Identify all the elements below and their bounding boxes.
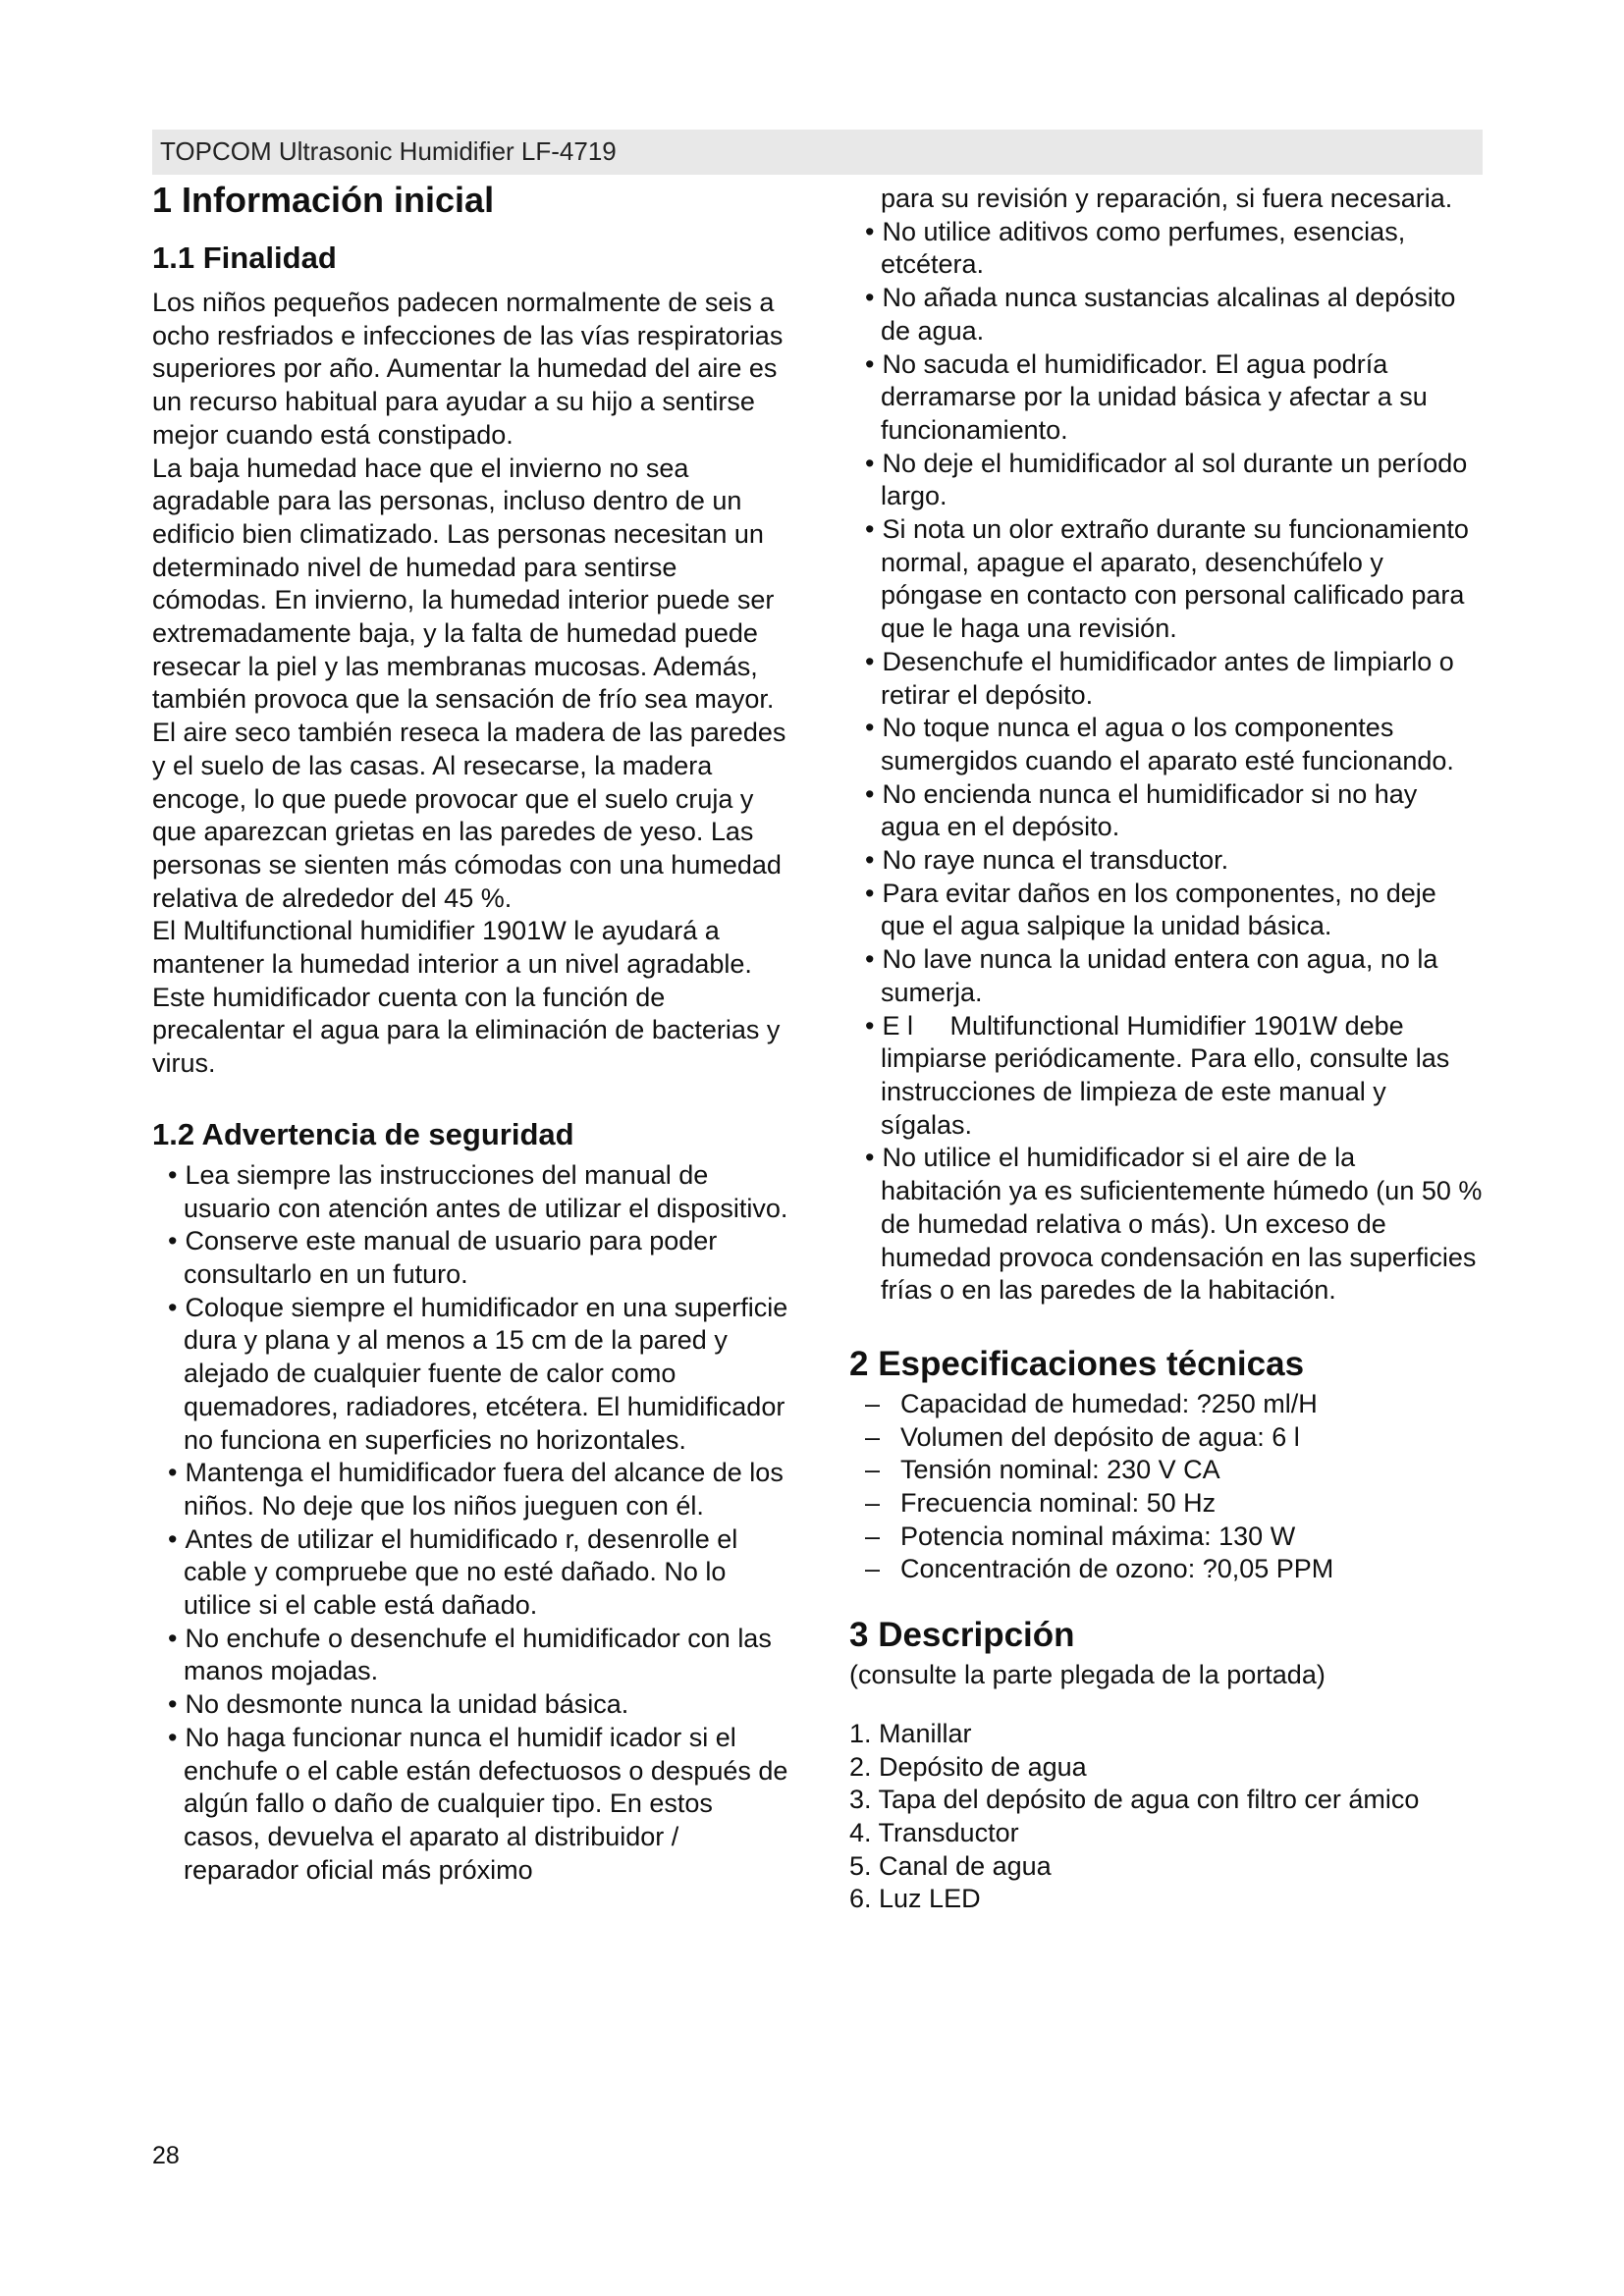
section1-title: 1 Información inicial: [152, 180, 495, 220]
spec-item: – Concentración de ozono: ?0,05 PPM: [849, 1553, 1483, 1586]
safety-list-left: [152, 1159, 790, 1887]
paragraph-2: La baja humedad hace que el invierno no sea agradable para las personas, incluso dentro de un edificio bien climatizado. Las personas necesitan un determinado nivel de humedad para sentirse cómodas. En invierno, la humedad interior puede ser extremadamente baja, y la falta de humedad puede resecar la piel y las membranas mucosas. Además, también provoca que la sensación de frío sea mayor. El aire seco también reseca la madera de las paredes y el suelo de las casas. Al resecarse, la madera encoge, lo que puede provocar que el suelo cruja y que aparezcan grietas en las paredes de yeso. Las personas se sienten más cómodas con una humedad relativa de alrededor del 45 %.: [152, 453, 786, 913]
list-item: • Si nota un olor extraño durante su funcionamiento normal, apague el aparato, desenchúfelo y póngase en contacto con personal calificado para que le haga una revisión.: [849, 513, 1483, 646]
paragraph-4: Este humidificador cuenta con la función de precalentar el agua para la eliminación de bacterias y virus.: [152, 982, 781, 1079]
list-item: • Conserve este manual de usuario para poder consultarlo en un futuro.: [152, 1225, 790, 1291]
description-item: 1. Manillar: [849, 1718, 972, 1748]
list-item: • No raye nunca el transductor.: [849, 844, 1483, 878]
description-item: 3. Tapa del depósito de agua con filtro cer ámico: [849, 1785, 1420, 1815]
spec-item: – Tensión nominal: 230 V CA: [849, 1454, 1483, 1487]
list-item: • No lave nunca la unidad entera con agua, no la sumerja.: [849, 943, 1483, 1009]
subsection-1-2-title: 1.2 Advertencia de seguridad: [152, 1116, 574, 1151]
section3-note: (consulte la parte plegada de la portada): [849, 1660, 1326, 1690]
spec-item: – Capacidad de humedad: ?250 ml/H: [849, 1388, 1483, 1421]
page-number: 28: [152, 2142, 180, 2169]
list-item: • No deje el humidificador al sol durante un período largo.: [849, 448, 1483, 513]
list-item: • Coloque siempre el humidificador en una superficie dura y plana y al menos a 15 cm de la pared y alejado de cualquier fuente de calor como quemadores, radiadores, etcétera. El humidificador no funciona en superficies no horizontales.: [152, 1292, 790, 1458]
spec-item: – Frecuencia nominal: 50 Hz: [849, 1487, 1483, 1521]
list-item: • No utilice el humidificador si el aire de la habitación ya es suficientemente húmedo (un 50 % de humedad relativa o más). Un exceso de humedad provoca condensación en las superficies frías o en las paredes de la habitación.: [849, 1142, 1483, 1308]
section2-title: 2 Especificaciones técnicas: [849, 1344, 1305, 1383]
section3-title: 3 Descripción: [849, 1616, 1075, 1655]
description-list: [849, 1718, 1483, 1916]
description-item: 5. Canal de agua: [849, 1850, 1052, 1881]
right-column: [849, 183, 1483, 1916]
list-item: • No desmonte nunca la unidad básica.: [152, 1688, 790, 1722]
specs-list: [849, 1388, 1483, 1586]
spec-item: – Potencia nominal máxima: 130 W: [849, 1521, 1483, 1554]
left-column: [152, 177, 790, 1887]
description-item: 6. Luz LED: [849, 1884, 981, 1914]
description-item: 2. Depósito de agua: [849, 1751, 1087, 1782]
header-title: TOPCOM Ultrasonic Humidifier LF-4719: [160, 136, 617, 166]
paragraph-3: El Multifunctional humidifier 1901W le ayudará a mantener la humedad interior a un nivel agradable.: [152, 916, 752, 980]
list-item: • No haga funcionar nunca el humidif icador si el enchufe o el cable están defectuosos o después de algún fallo o daño de cualquier tipo. En estos casos, devuelva el aparato al distribuidor / reparador oficial más próximo: [152, 1722, 790, 1888]
list-item: • Desenchufe el humidificador antes de limpiarlo o retirar el depósito.: [849, 646, 1483, 712]
safety-list-right: [849, 216, 1483, 1308]
paragraph-1: Los niños pequeños padecen normalmente de seis a ocho resfriados e infecciones de las vías respiratorias superiores por año. Aumentar la humedad del aire es un recurso habitual para ayudar a su hijo a sentirse mejor cuando está constipado.: [152, 288, 784, 450]
header-bar: [152, 130, 1483, 175]
list-item: • Mantenga el humidificador fuera del alcance de los niños. No deje que los niños jueguen con él.: [152, 1457, 790, 1522]
list-item: • No utilice aditivos como perfumes, esencias, etcétera.: [849, 216, 1483, 282]
list-item: • Para evitar daños en los componentes, no deje que el agua salpique la unidad básica.: [849, 878, 1483, 943]
safety-continuation: para su revisión y reparación, si fuera necesaria.: [881, 184, 1453, 213]
list-item: • No añada nunca sustancias alcalinas al depósito de agua.: [849, 282, 1483, 347]
list-item: • No encienda nunca el humidificador si no hay agua en el depósito.: [849, 778, 1483, 844]
list-item: • No enchufe o desenchufe el humidificador con las manos mojadas.: [152, 1623, 790, 1688]
list-item: • Lea siempre las instrucciones del manual de usuario con atención antes de utilizar el dispositivo.: [152, 1159, 790, 1225]
subsection-1-1-title: 1.1 Finalidad: [152, 240, 337, 275]
list-item: • E l Multifunctional Humidifier 1901W debe limpiarse periódicamente. Para ello, consulte las instrucciones de limpieza de este manual y sígalas.: [849, 1010, 1483, 1143]
list-item: • Antes de utilizar el humidificado r, desenrolle el cable y compruebe que no esté dañado. No lo utilice si el cable está dañado.: [152, 1523, 790, 1623]
description-item: 4. Transductor: [849, 1817, 1019, 1847]
list-item: • No sacuda el humidificador. El agua podría derramarse por la unidad básica y afectar a su funcionamiento.: [849, 348, 1483, 448]
list-item: • No toque nunca el agua o los componentes sumergidos cuando el aparato esté funcionando.: [849, 712, 1483, 777]
spec-item: – Volumen del depósito de agua: 6 l: [849, 1421, 1483, 1455]
